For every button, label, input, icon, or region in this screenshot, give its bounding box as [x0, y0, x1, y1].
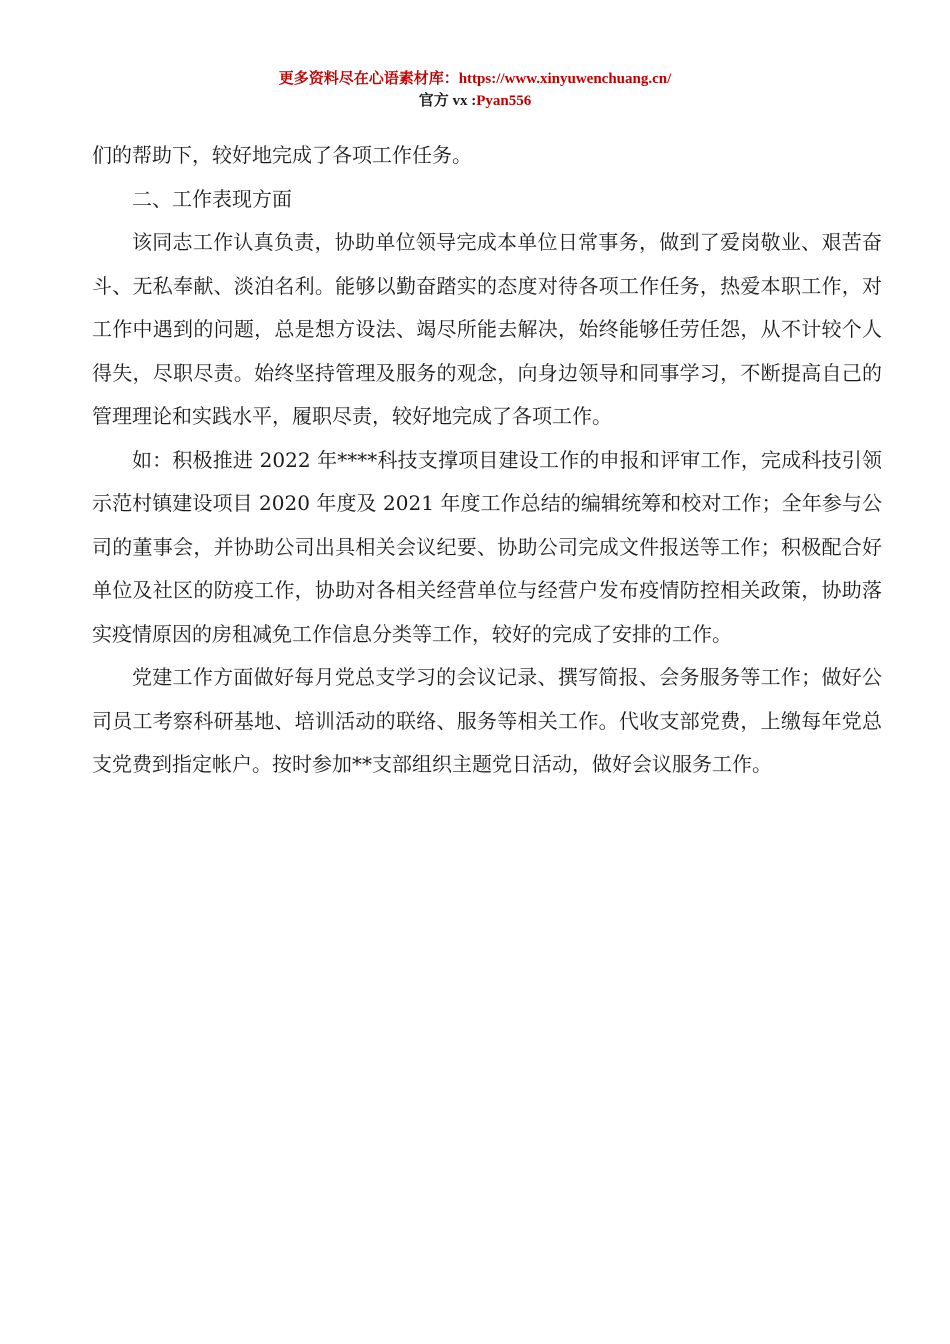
document-body [92, 134, 882, 787]
paragraph-party-building: 党建工作方面做好每月党总支学习的会议记录、撰写简报、会务服务等工作；做好公司员工考察科研基地、培训活动的联络、服务等相关工作。代收支部党费，上缴每年党总支党费到指定帐户。按时参加**支部组织主题党日活动，做好会议服务工作。 [92, 665, 882, 776]
page-header [0, 68, 950, 112]
header-contact-id: Pyan556 [476, 93, 532, 109]
header-contact-prefix: 官方 vx : [418, 93, 477, 109]
paragraph-continuation: 们的帮助下，较好地完成了各项工作任务。 [92, 143, 472, 167]
paragraph-examples: 如：积极推进 2022 年****科技支撑项目建设工作的申报和评审工作，完成科技引领示范村镇建设项目 2020 年度及 2021 年度工作总结的编辑统筹和校对工作；全年参与公司的董事会，并协助公司出具相关会议纪要、协助公司完成文件报送等工作；积极配合好单位及社区的防疫工作，协助对各相关经营单位与经营户发布疫情防控相关政策，协助落实疫情原因的房租减免工作信息分类等工作，较好的完成了安排的工作。 [92, 447, 882, 646]
section-heading: 二、工作表现方面 [132, 186, 292, 211]
header-contact-line [0, 90, 950, 112]
header-promo-line: 更多资料尽在心语素材库：https://www.xinyuwenchuang.cn/ [278, 71, 672, 87]
paragraph-work-performance: 该同志工作认真负责，协助单位领导完成本单位日常事务，做到了爱岗敬业、艰苦奋斗、无私奉献、淡泊名利。能够以勤奋踏实的态度对待各项工作任务，热爱本职工作，对工作中遇到的问题，总是想方设法、竭尽所能去解决，始终能够任劳任怨，从不计较个人得失，尽职尽责。始终坚持管理及服务的观念，向身边领导和同事学习，不断提高自己的管理理论和实践水平，履职尽责，较好地完成了各项工作。 [92, 230, 882, 428]
